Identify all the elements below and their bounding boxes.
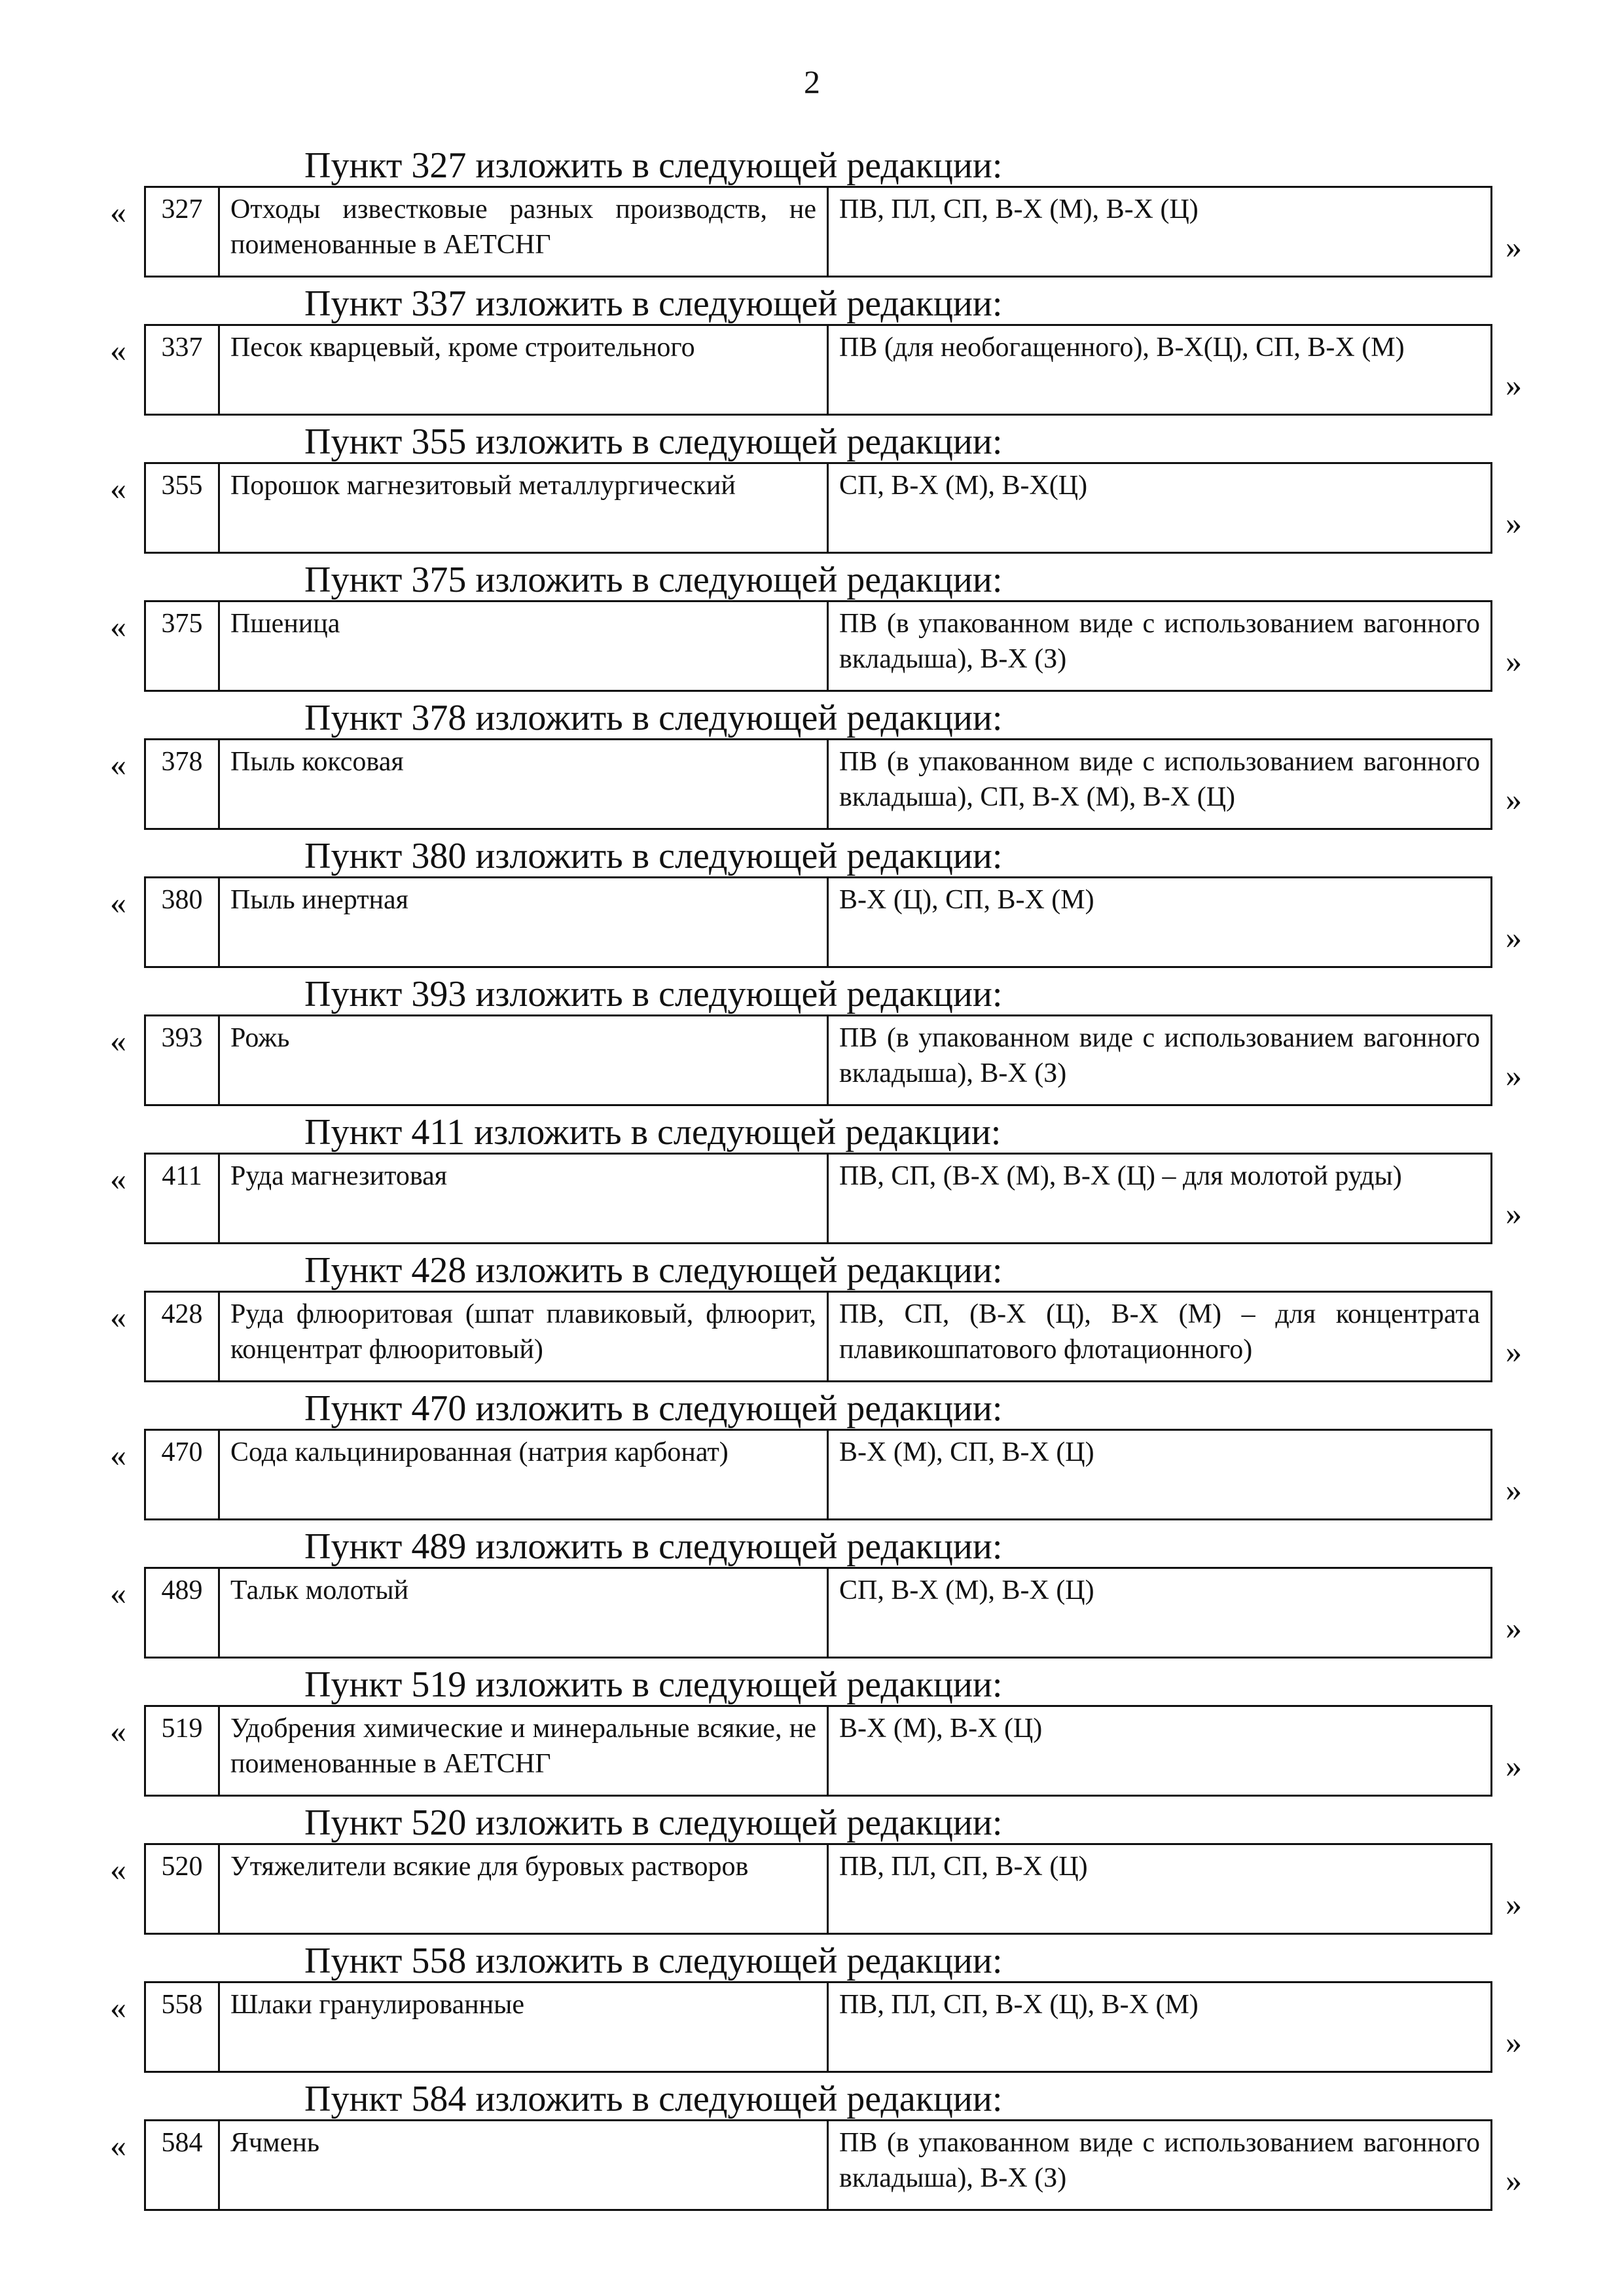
amendment-heading: Пункт 380 изложить в следующей редакции: bbox=[304, 836, 1003, 876]
item-number: 327 bbox=[146, 188, 220, 276]
transport-conditions: ПВ, СП, (В-Х (Ц), В-Х (М) – для концентрата плавикошпатового флотационного) bbox=[839, 1299, 1480, 1365]
transport-conditions: ПВ (для необогащенного), В-Х(Ц), СП, В-Х (М) bbox=[839, 332, 1405, 363]
closing-quote: » bbox=[1506, 228, 1522, 265]
cargo-name: Сода кальцинированная (натрия карбонат) bbox=[220, 1431, 829, 1518]
amendment-heading: Пункт 375 изложить в следующей редакции: bbox=[304, 560, 1003, 600]
closing-quote: » bbox=[1506, 643, 1522, 679]
opening-quote: « bbox=[110, 1713, 126, 1749]
amendment-heading: Пункт 337 изложить в следующей редакции: bbox=[304, 283, 1003, 324]
amendment-entry bbox=[0, 422, 1624, 560]
cargo-name: Отходы известковые разных производств, не поименованные в АЕТСНГ bbox=[220, 188, 829, 276]
transport-conditions: ПВ, ПЛ, СП, В-Х (Ц) bbox=[839, 1852, 1088, 1882]
closing-quote: » bbox=[1506, 1057, 1522, 1094]
table-row bbox=[144, 2119, 1492, 2211]
amendment-heading: Пункт 584 изложить в следующей редакции: bbox=[304, 2079, 1003, 2119]
item-number: 355 bbox=[146, 464, 220, 552]
closing-quote: » bbox=[1506, 1195, 1522, 1232]
table-row bbox=[144, 1153, 1492, 1244]
transport-conditions: ПВ (в упакованном виде с использованием вагонного вкладыша), В-Х (З) bbox=[839, 1023, 1480, 1088]
amendment-heading: Пункт 327 изложить в следующей редакции: bbox=[304, 145, 1003, 186]
table-row bbox=[144, 876, 1492, 968]
table-row bbox=[144, 1429, 1492, 1520]
amendment-heading: Пункт 393 изложить в следующей редакции: bbox=[304, 974, 1003, 1014]
amendment-heading: Пункт 355 изложить в следующей редакции: bbox=[304, 422, 1003, 462]
cargo-name: Пыль инертная bbox=[220, 878, 829, 966]
amendment-entry bbox=[0, 836, 1624, 974]
amendment-entry bbox=[0, 974, 1624, 1112]
amendment-list bbox=[0, 145, 1624, 2217]
closing-quote: » bbox=[1506, 1886, 1522, 1922]
transport-conditions: ПВ (в упакованном виде с использованием вагонного вкладыша), СП, В-Х (М), В-Х (Ц) bbox=[839, 747, 1480, 812]
opening-quote: « bbox=[110, 608, 126, 645]
opening-quote: « bbox=[110, 1851, 126, 1888]
table-row bbox=[144, 186, 1492, 278]
item-number: 411 bbox=[146, 1155, 220, 1242]
cargo-name: Утяжелители всякие для буровых растворов bbox=[220, 1845, 829, 1933]
transport-conditions: ПВ (в упакованном виде с использованием вагонного вкладыша), В-Х (З) bbox=[839, 609, 1480, 674]
closing-quote: » bbox=[1506, 1748, 1522, 1784]
transport-conditions: В-Х (М), В-Х (Ц) bbox=[839, 1713, 1043, 1744]
cargo-name: Удобрения химические и минеральные всякие, не поименованные в АЕТСНГ bbox=[220, 1707, 829, 1795]
cargo-name: Тальк молотый bbox=[220, 1569, 829, 1657]
table-row bbox=[144, 1981, 1492, 2073]
transport-conditions: ПВ (в упакованном виде с использованием вагонного вкладыша), В-Х (З) bbox=[839, 2128, 1480, 2193]
amendment-heading: Пункт 411 изложить в следующей редакции: bbox=[304, 1112, 1001, 1153]
item-number: 337 bbox=[146, 326, 220, 414]
cargo-name: Порошок магнезитовый металлургический bbox=[220, 464, 829, 552]
closing-quote: » bbox=[1506, 919, 1522, 956]
transport-conditions: ПВ, ПЛ, СП, В-Х (М), В-Х (Ц) bbox=[839, 194, 1199, 224]
amendment-entry bbox=[0, 283, 1624, 422]
opening-quote: « bbox=[110, 1989, 126, 2026]
amendment-entry bbox=[0, 145, 1624, 283]
closing-quote: » bbox=[1506, 781, 1522, 817]
transport-conditions: В-Х (М), СП, В-Х (Ц) bbox=[839, 1437, 1094, 1467]
amendment-heading: Пункт 428 изложить в следующей редакции: bbox=[304, 1250, 1003, 1291]
table-row bbox=[144, 462, 1492, 554]
table-row bbox=[144, 1014, 1492, 1106]
table-row bbox=[144, 738, 1492, 830]
amendment-entry bbox=[0, 1941, 1624, 2079]
cargo-name: Ячмень bbox=[220, 2121, 829, 2209]
amendment-entry bbox=[0, 1526, 1624, 1664]
item-number: 470 bbox=[146, 1431, 220, 1518]
closing-quote: » bbox=[1506, 2162, 1522, 2198]
table-row bbox=[144, 1291, 1492, 1382]
opening-quote: « bbox=[110, 1575, 126, 1611]
transport-conditions: СП, В-Х (М), В-Х(Ц) bbox=[839, 471, 1088, 501]
item-number: 519 bbox=[146, 1707, 220, 1795]
cargo-name: Пыль коксовая bbox=[220, 740, 829, 828]
amendment-heading: Пункт 378 изложить в следующей редакции: bbox=[304, 698, 1003, 738]
item-number: 558 bbox=[146, 1983, 220, 2071]
amendment-entry bbox=[0, 1112, 1624, 1250]
cargo-name: Рожь bbox=[220, 1016, 829, 1104]
table-row bbox=[144, 324, 1492, 416]
opening-quote: « bbox=[110, 332, 126, 368]
opening-quote: « bbox=[110, 1299, 126, 1335]
item-number: 489 bbox=[146, 1569, 220, 1657]
cargo-name: Шлаки гранулированные bbox=[220, 1983, 829, 2071]
amendment-entry bbox=[0, 698, 1624, 836]
closing-quote: » bbox=[1506, 367, 1522, 403]
amendment-entry bbox=[0, 1664, 1624, 1803]
item-number: 393 bbox=[146, 1016, 220, 1104]
opening-quote: « bbox=[110, 746, 126, 783]
opening-quote: « bbox=[110, 1022, 126, 1059]
item-number: 428 bbox=[146, 1293, 220, 1380]
transport-conditions: СП, В-Х (М), В-Х (Ц) bbox=[839, 1575, 1094, 1605]
item-number: 380 bbox=[146, 878, 220, 966]
amendment-entry bbox=[0, 2079, 1624, 2217]
amendment-entry bbox=[0, 1803, 1624, 1941]
closing-quote: » bbox=[1506, 505, 1522, 541]
transport-conditions: ПВ, СП, (В-Х (М), В-Х (Ц) – для молотой руды) bbox=[839, 1161, 1402, 1191]
closing-quote: » bbox=[1506, 1609, 1522, 1646]
closing-quote: » bbox=[1506, 2024, 1522, 2060]
cargo-name: Руда магнезитовая bbox=[220, 1155, 829, 1242]
page-number: 2 bbox=[804, 63, 820, 100]
amendment-heading: Пункт 489 изложить в следующей редакции: bbox=[304, 1526, 1003, 1567]
table-row bbox=[144, 600, 1492, 692]
amendment-heading: Пункт 470 изложить в следующей редакции: bbox=[304, 1388, 1003, 1429]
opening-quote: « bbox=[110, 470, 126, 507]
item-number: 375 bbox=[146, 602, 220, 690]
amendment-heading: Пункт 519 изложить в следующей редакции: bbox=[304, 1664, 1003, 1705]
cargo-name: Пшеница bbox=[220, 602, 829, 690]
amendment-entry bbox=[0, 560, 1624, 698]
amendment-heading: Пункт 520 изложить в следующей редакции: bbox=[304, 1803, 1003, 1843]
table-row bbox=[144, 1843, 1492, 1935]
closing-quote: » bbox=[1506, 1471, 1522, 1508]
amendment-heading: Пункт 558 изложить в следующей редакции: bbox=[304, 1941, 1003, 1981]
amendment-entry bbox=[0, 1250, 1624, 1388]
item-number: 584 bbox=[146, 2121, 220, 2209]
cargo-name: Руда флюоритовая (шпат плавиковый, флюорит, концентрат флюоритовый) bbox=[220, 1293, 829, 1380]
opening-quote: « bbox=[110, 1160, 126, 1197]
table-row bbox=[144, 1567, 1492, 1659]
closing-quote: » bbox=[1506, 1333, 1522, 1370]
transport-conditions: В-Х (Ц), СП, В-Х (М) bbox=[839, 885, 1094, 915]
opening-quote: « bbox=[110, 884, 126, 921]
cargo-name: Песок кварцевый, кроме строительного bbox=[220, 326, 829, 414]
item-number: 378 bbox=[146, 740, 220, 828]
table-row bbox=[144, 1705, 1492, 1797]
amendment-entry bbox=[0, 1388, 1624, 1526]
opening-quote: « bbox=[110, 194, 126, 230]
opening-quote: « bbox=[110, 1437, 126, 1473]
transport-conditions: ПВ, ПЛ, СП, В-Х (Ц), В-Х (М) bbox=[839, 1990, 1199, 2020]
opening-quote: « bbox=[110, 2127, 126, 2164]
item-number: 520 bbox=[146, 1845, 220, 1933]
